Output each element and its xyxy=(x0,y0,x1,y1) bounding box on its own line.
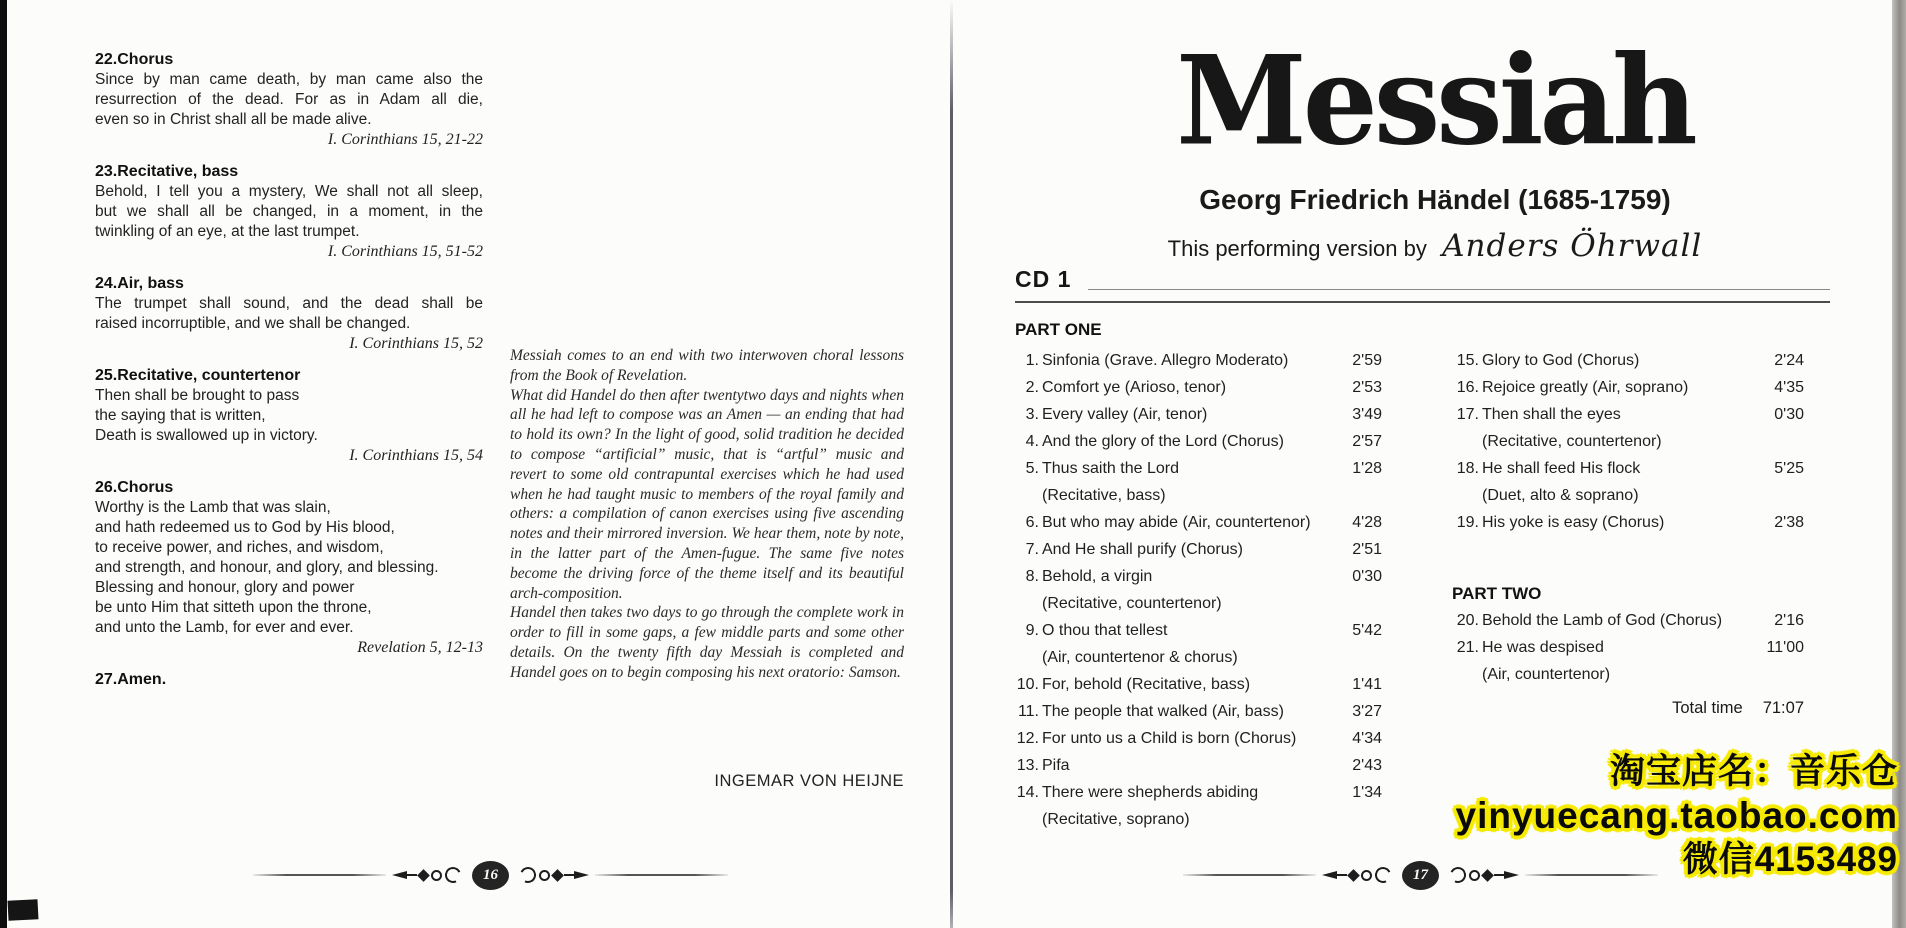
track-duration: 1'28 xyxy=(1352,460,1382,477)
total-time-value: 71:07 xyxy=(1762,699,1804,717)
track-title: For unto us a Child is born (Chorus) xyxy=(1042,730,1297,747)
lyric-line: and hath redeemed us to God by His blood, xyxy=(95,519,395,536)
scripture-citation: I. Corinthians 15, 54 xyxy=(349,447,483,464)
section-heading: 26.Chorus xyxy=(95,479,174,496)
track-duration: 3'27 xyxy=(1352,703,1382,720)
essay-author: INGEMAR VON HEIJNE xyxy=(714,772,904,790)
track-number: 14. xyxy=(1016,784,1039,801)
version-line xyxy=(1130,228,1740,264)
section-heading: 23.Recitative, bass xyxy=(95,163,239,180)
track-duration: 0'30 xyxy=(1774,406,1804,423)
track-number: 16. xyxy=(1456,379,1479,396)
ornament-rule-icon xyxy=(595,874,728,876)
track-duration: 2'43 xyxy=(1352,757,1382,774)
track-title: And the glory of the Lord (Chorus) xyxy=(1042,433,1284,450)
track-row xyxy=(1452,347,1804,374)
track-row xyxy=(1452,401,1804,428)
lyric-line: Death is swallowed up in victory. xyxy=(95,427,318,444)
track-number: 19. xyxy=(1456,514,1479,531)
track-duration: 2'53 xyxy=(1352,379,1382,396)
cd-label: CD 1 xyxy=(1015,266,1072,292)
lyric-line: the saying that is written, xyxy=(95,407,266,424)
ornament-arrow-icon xyxy=(392,867,463,883)
track-duration: 5'42 xyxy=(1352,622,1382,639)
watermark-url: yinyuecang.taobao.com xyxy=(1455,795,1898,836)
lyric-line: but we shall all be changed, in a moment, in the xyxy=(95,203,483,220)
track-row xyxy=(1012,698,1382,725)
track-number: 9. xyxy=(1025,622,1039,639)
lyric-line: The trumpet shall sound, and the dead shall be xyxy=(95,295,483,312)
section-heading: 25.Recitative, countertenor xyxy=(95,367,301,384)
track-duration: 2'38 xyxy=(1774,514,1804,531)
lyric-line: twinkling of an eye, at the last trumpet. xyxy=(95,223,360,240)
track-duration: 1'41 xyxy=(1352,676,1382,693)
track-number: 20. xyxy=(1456,612,1479,629)
page-gutter-crease xyxy=(950,0,953,928)
track-row xyxy=(1012,347,1382,374)
ornament-rule-icon xyxy=(253,874,386,876)
track-title: For, behold (Recitative, bass) xyxy=(1042,676,1251,693)
total-time-label: Total time xyxy=(1672,699,1743,717)
track-row xyxy=(1012,779,1382,806)
total-time-row xyxy=(1452,695,1804,722)
track-title: But who may abide (Air, countertenor) xyxy=(1042,514,1311,531)
track-number: 7. xyxy=(1025,541,1039,558)
track-title: The people that walked (Air, bass) xyxy=(1042,703,1284,720)
album-title: Messiah xyxy=(1176,28,1694,173)
lyric-line: even so in Christ shall all be made alive. xyxy=(95,111,372,128)
track-row xyxy=(1452,374,1804,401)
track-duration: 0'30 xyxy=(1352,568,1382,585)
ornament-arrow-icon xyxy=(518,867,589,883)
track-number xyxy=(1012,482,1042,509)
track-number: 10. xyxy=(1016,676,1039,693)
arranger-signature: Anders Öhrwall xyxy=(1442,228,1703,264)
watermark-shop-name: 淘宝店名：音乐仓 xyxy=(1609,752,1898,791)
track-subtitle-row xyxy=(1452,482,1804,509)
track-duration: 5'25 xyxy=(1774,460,1804,477)
scripture-citation: I. Corinthians 15, 52 xyxy=(349,335,483,352)
lyric-line: Behold, I tell you a mystery, We shall not all sleep, xyxy=(95,183,483,200)
track-row xyxy=(1012,455,1382,482)
track-duration: 4'28 xyxy=(1352,514,1382,531)
track-duration: 2'51 xyxy=(1352,541,1382,558)
lyric-section xyxy=(95,366,483,466)
lyric-line: resurrection of the dead. For as in Adam all die, xyxy=(95,91,483,108)
page-number-badge: 17 xyxy=(1402,861,1439,890)
track-title: Then shall the eyes xyxy=(1482,406,1621,423)
version-prefix: This performing version by xyxy=(1167,236,1427,261)
track-subtitle-row xyxy=(1012,482,1382,509)
composer-line: Georg Friedrich Händel (1685-1759) xyxy=(1199,184,1671,215)
track-number: 2. xyxy=(1025,379,1039,396)
track-title: Behold, a virgin xyxy=(1042,568,1153,585)
track-row xyxy=(1452,607,1804,634)
part-one-heading: PART ONE xyxy=(1015,320,1102,339)
track-duration: 2'16 xyxy=(1774,612,1804,629)
track-title: Glory to God (Chorus) xyxy=(1482,352,1640,369)
track-number: 17. xyxy=(1456,406,1479,423)
lyric-line: Since by man came death, by man came also the xyxy=(95,71,483,88)
scan-edge-left xyxy=(0,0,7,928)
lyrics-column xyxy=(95,50,483,702)
lyric-line: to receive power, and riches, and wisdom, xyxy=(95,539,384,556)
track-number: 18. xyxy=(1456,460,1479,477)
track-title: And He shall purify (Chorus) xyxy=(1042,541,1243,558)
track-title: (Recitative, countertenor) xyxy=(1042,595,1222,612)
track-row xyxy=(1012,509,1382,536)
track-title: (Recitative, bass) xyxy=(1042,487,1166,504)
lyric-line: and unto the Lamb, for ever and ever. xyxy=(95,619,354,636)
track-title: His yoke is easy (Chorus) xyxy=(1482,514,1665,531)
track-row xyxy=(1012,617,1382,644)
lyric-line: and strength, and honour, and glory, and blessing. xyxy=(95,559,439,576)
track-number: 21. xyxy=(1456,639,1479,656)
section-heading: 27.Amen. xyxy=(95,671,167,688)
essay-paragraph: Messiah comes to an end with two interwoven choral lessons from the Book of Revelation. xyxy=(510,347,904,384)
track-duration: 4'34 xyxy=(1352,730,1382,747)
track-duration: 2'59 xyxy=(1352,352,1382,369)
track-title: (Air, countertenor) xyxy=(1482,666,1611,683)
section-heading: 22.Chorus xyxy=(95,51,174,68)
lyric-section xyxy=(95,162,483,262)
section-heading: 24.Air, bass xyxy=(95,275,184,292)
scripture-citation: I. Corinthians 15, 21-22 xyxy=(327,131,483,148)
track-title: (Air, countertenor & chorus) xyxy=(1042,649,1238,666)
track-title: Comfort ye (Arioso, tenor) xyxy=(1042,379,1227,396)
track-subtitle-row xyxy=(1012,590,1382,617)
track-title: Rejoice greatly (Air, soprano) xyxy=(1482,379,1689,396)
track-number: 15. xyxy=(1456,352,1479,369)
track-title: Every valley (Air, tenor) xyxy=(1042,406,1208,423)
track-duration: 2'57 xyxy=(1352,433,1382,450)
track-row xyxy=(1012,725,1382,752)
track-duration: 11'00 xyxy=(1766,639,1804,656)
track-duration: 1'34 xyxy=(1352,784,1382,801)
track-number: 6. xyxy=(1025,514,1039,531)
essay-paragraph: Handel then takes two days to go through the complete work in order to fill in some gaps, a few middle parts and some other details. On the twenty fifth day Messiah is completed and Handel goes on to begin composing his next oratorio: Samson. xyxy=(510,604,904,681)
track-number xyxy=(1012,590,1042,617)
lyric-section xyxy=(95,478,483,658)
track-row xyxy=(1012,752,1382,779)
track-row xyxy=(1012,563,1382,590)
track-title: O thou that tellest xyxy=(1042,622,1168,639)
lyric-section xyxy=(95,670,483,690)
track-number: 11. xyxy=(1017,703,1039,720)
scripture-citation: I. Corinthians 15, 51-52 xyxy=(327,243,483,260)
track-number xyxy=(1452,482,1482,509)
track-title: Sinfonia (Grave. Allegro Moderato) xyxy=(1042,352,1289,369)
lyric-line: raised incorruptible, and we shall be changed. xyxy=(95,315,411,332)
track-subtitle-row xyxy=(1452,661,1804,688)
track-title: (Recitative, soprano) xyxy=(1042,811,1190,828)
track-number: 3. xyxy=(1025,406,1039,423)
track-row xyxy=(1012,671,1382,698)
track-duration: 3'49 xyxy=(1352,406,1382,423)
track-row xyxy=(1012,428,1382,455)
track-title: Thus saith the Lord xyxy=(1042,460,1179,477)
track-row xyxy=(1012,536,1382,563)
scripture-citation: Revelation 5, 12-13 xyxy=(357,639,483,656)
lyric-line: Then shall be brought to pass xyxy=(95,387,300,404)
lyric-section xyxy=(95,274,483,354)
track-row xyxy=(1012,374,1382,401)
lyric-line: Blessing and honour, glory and power xyxy=(95,579,355,596)
track-row xyxy=(1452,455,1804,482)
track-number: 1. xyxy=(1025,352,1039,369)
essay-paragraph: What did Handel do then after twentytwo days and nights when all he had left to compose was an Amen — an ending that had to hold its own? In the light of good, solid tradition he decided to compose “artificial” music, that is “artful” music and revert to some old contrapuntal exercises which he had used when he had taught music to members of the royal family and others: a compilation of canon exercises using five ascending notes and their mirrored inversion. We hear them, note by note, in the latter part of the Amen-fugue. The same five notes become the driving force of the theme itself and its beautiful arch-composition. xyxy=(510,386,904,602)
page-ornament-left xyxy=(253,860,728,890)
track-row xyxy=(1012,401,1382,428)
lyric-section xyxy=(95,50,483,150)
track-number xyxy=(1012,806,1042,833)
track-number xyxy=(1012,644,1042,671)
track-duration: 2'24 xyxy=(1774,352,1804,369)
page-number-badge: 16 xyxy=(472,861,509,890)
lyric-line: Worthy is the Lamb that was slain, xyxy=(95,499,331,516)
track-duration: 4'35 xyxy=(1774,379,1804,396)
track-row xyxy=(1452,634,1804,661)
track-title: There were shepherds abiding xyxy=(1042,784,1259,801)
track-row xyxy=(1452,509,1804,536)
track-number: 8. xyxy=(1025,568,1039,585)
cd-rule-thin xyxy=(1088,289,1830,290)
track-number: 12. xyxy=(1016,730,1039,747)
part-one-continued xyxy=(1452,347,1804,536)
track-number xyxy=(1452,428,1482,455)
seller-watermark xyxy=(1456,750,1899,882)
tracklist-column-1 xyxy=(1012,347,1382,833)
track-title: Behold the Lamb of God (Chorus) xyxy=(1482,612,1723,629)
ornament-arrow-icon xyxy=(1322,867,1393,883)
track-number: 5. xyxy=(1025,460,1039,477)
track-subtitle-row xyxy=(1452,428,1804,455)
track-number: 4. xyxy=(1025,433,1039,450)
track-title: Pifa xyxy=(1042,757,1070,774)
track-number: 13. xyxy=(1016,757,1039,774)
track-title: (Duet, alto & soprano) xyxy=(1482,487,1639,504)
track-number xyxy=(1452,661,1482,688)
watermark-wechat: 微信4153489 xyxy=(1682,840,1898,879)
lyric-line: be unto Him that sitteth upon the throne, xyxy=(95,599,372,616)
part-two-heading: PART TWO xyxy=(1452,584,1542,603)
track-title: He shall feed His flock xyxy=(1482,460,1641,477)
track-title: (Recitative, countertenor) xyxy=(1482,433,1662,450)
tracklist-column-2 xyxy=(1452,347,1804,722)
liner-notes-essay xyxy=(510,346,904,683)
track-subtitle-row xyxy=(1012,806,1382,833)
track-title: He was despised xyxy=(1482,639,1604,656)
ornament-rule-icon xyxy=(1183,874,1316,876)
scan-corner-mark xyxy=(7,899,38,921)
cd-rule-thick xyxy=(1015,301,1830,303)
part-two-tracks xyxy=(1452,607,1804,688)
track-subtitle-row xyxy=(1012,644,1382,671)
